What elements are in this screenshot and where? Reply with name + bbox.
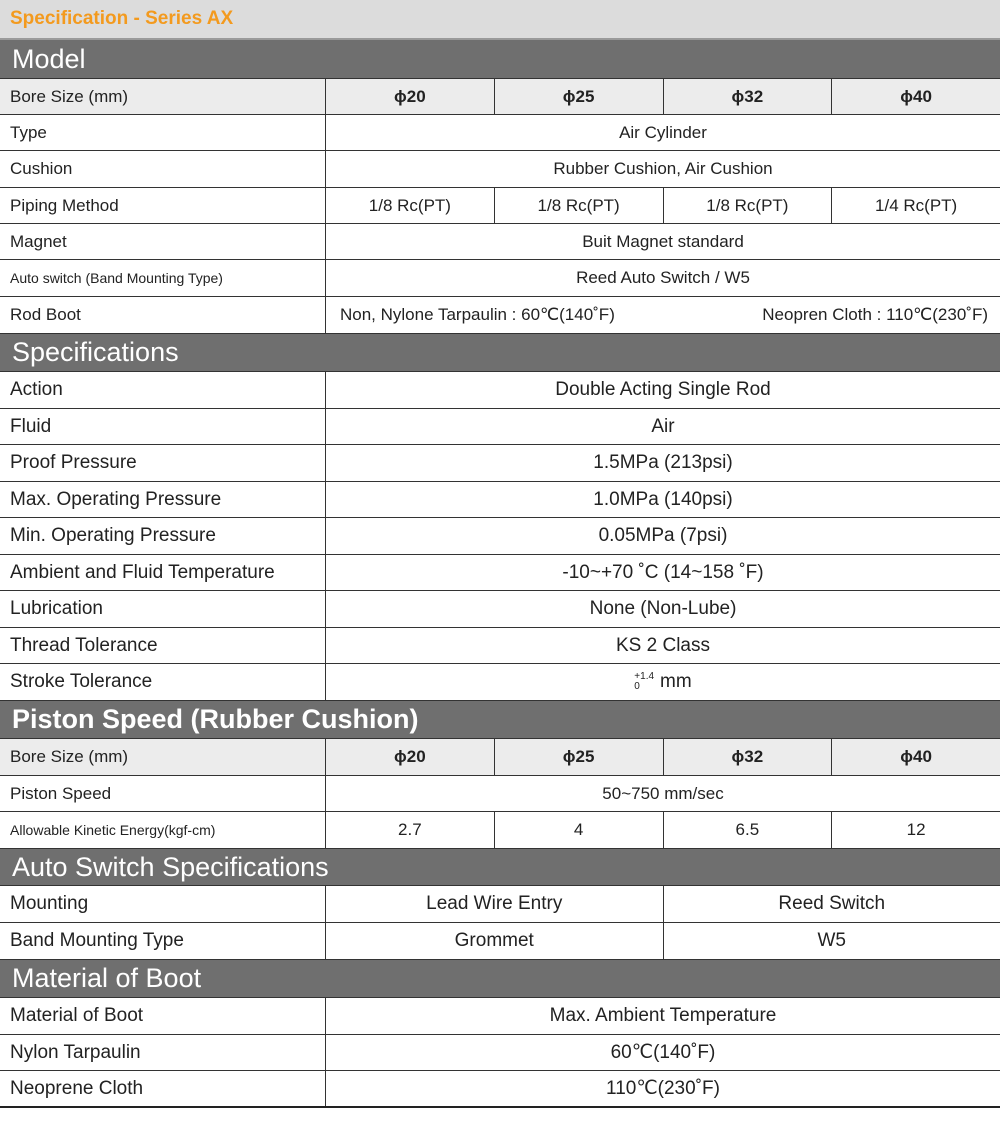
model-auto-switch-row xyxy=(0,260,1000,297)
row-value: Buit Magnet standard xyxy=(582,231,744,251)
spec-row xyxy=(0,372,1000,409)
section-piston-speed-title: Piston Speed (Rubber Cushion) xyxy=(0,701,1000,739)
spec-row xyxy=(0,518,1000,555)
row-value: Air xyxy=(651,415,675,437)
row-label: Lubrication xyxy=(0,591,326,627)
rod-boot-neoprene: Neopren Cloth : 110℃(230˚F) xyxy=(762,305,988,324)
kinetic-cell: 4 xyxy=(494,812,663,848)
spec-row xyxy=(0,628,1000,664)
bore-cell: ϕ20 xyxy=(394,86,426,106)
row-value: Grommet xyxy=(454,930,534,951)
row-value: Lead Wire Entry xyxy=(426,893,563,914)
kinetic-cell: 12 xyxy=(831,812,1000,848)
page-header xyxy=(0,0,1000,40)
row-label: Piping Method xyxy=(0,188,326,223)
bore-cell: ϕ20 xyxy=(394,747,426,766)
spec-row xyxy=(0,482,1000,518)
row-label: Band Mounting Type xyxy=(0,923,326,959)
row-value: 50~750 mm/sec xyxy=(602,783,724,803)
row-label: Thread Tolerance xyxy=(0,628,326,663)
row-value: W5 xyxy=(663,923,1000,959)
model-type-row xyxy=(0,115,1000,151)
model-magnet-row xyxy=(0,224,1000,260)
stroke-tolerance-fraction xyxy=(634,672,654,692)
row-label: Action xyxy=(0,372,326,408)
row-label: Auto switch (Band Mounting Type) xyxy=(0,260,326,296)
row-value: Double Acting Single Rod xyxy=(555,379,771,400)
piping-cell: 1/4 Rc(PT) xyxy=(831,188,1000,223)
row-label: Magnet xyxy=(0,224,326,259)
bore-cell: ϕ25 xyxy=(494,739,663,775)
bore-cell: ϕ32 xyxy=(663,739,832,775)
row-label: Neoprene Cloth xyxy=(0,1071,326,1106)
row-label: Material of Boot xyxy=(0,998,326,1034)
bore-cell: ϕ40 xyxy=(831,79,1000,114)
row-label: Stroke Tolerance xyxy=(0,664,326,700)
bore-cell: ϕ25 xyxy=(494,79,663,114)
boot-header-row xyxy=(0,998,1000,1035)
stroke-tolerance-upper: +1.4 xyxy=(634,671,655,682)
row-label: Min. Operating Pressure xyxy=(0,518,326,554)
row-label: Proof Pressure xyxy=(0,445,326,481)
kinetic-energy-row xyxy=(0,812,1000,849)
row-label: Fluid xyxy=(0,409,326,444)
model-piping-row xyxy=(0,188,1000,224)
model-bore-row xyxy=(0,79,1000,115)
row-value: 0.05MPa (7psi) xyxy=(598,525,728,546)
row-value: 1.5MPa (213psi) xyxy=(593,452,733,473)
bore-cell: ϕ40 xyxy=(831,739,1000,775)
piping-cell: 1/8 Rc(PT) xyxy=(663,188,832,223)
row-label: Bore Size (mm) xyxy=(0,79,326,114)
kinetic-cell: 2.7 xyxy=(398,820,422,839)
spec-row xyxy=(0,409,1000,445)
bore-cell: ϕ32 xyxy=(663,79,832,114)
row-label: Max. Operating Pressure xyxy=(0,482,326,517)
row-value: Rubber Cushion, Air Cushion xyxy=(553,159,773,178)
section-specifications-title: Specifications xyxy=(0,334,1000,372)
row-label: Mounting xyxy=(0,886,326,922)
spec-row xyxy=(0,555,1000,591)
stroke-tolerance-lower: 0 xyxy=(634,681,640,692)
auto-switch-mounting-row xyxy=(0,886,1000,923)
spec-row-stroke-tolerance xyxy=(0,664,1000,701)
kinetic-cell: 6.5 xyxy=(663,812,832,848)
section-auto-switch-title: Auto Switch Specifications xyxy=(0,849,1000,886)
row-label: Type xyxy=(0,115,326,150)
section-model-title: Model xyxy=(0,40,1000,79)
row-value: 1.0MPa (140psi) xyxy=(593,488,733,510)
row-value: 60℃(140˚F) xyxy=(610,1042,716,1063)
row-value: KS 2 Class xyxy=(616,634,710,656)
auto-switch-band-row xyxy=(0,923,1000,960)
row-value: None (Non-Lube) xyxy=(589,598,737,619)
model-rod-boot-row xyxy=(0,297,1000,334)
page-title: Specification - Series AX xyxy=(10,8,234,29)
section-material-of-boot-title: Material of Boot xyxy=(0,960,1000,998)
row-value: Max. Ambient Temperature xyxy=(549,1005,777,1026)
row-value: 110℃(230˚F) xyxy=(606,1078,720,1099)
piping-cell: 1/8 Rc(PT) xyxy=(494,188,663,223)
boot-nylon-row xyxy=(0,1035,1000,1071)
piping-cell: 1/8 Rc(PT) xyxy=(368,195,451,215)
spec-row xyxy=(0,591,1000,628)
row-label: Rod Boot xyxy=(0,297,326,333)
row-value: Reed Switch xyxy=(663,886,1000,922)
row-label: Ambient and Fluid Temperature xyxy=(0,555,326,590)
rod-boot-nylon: Non, Nylone Tarpaulin : 60℃(140˚F) xyxy=(340,305,615,324)
row-label: Nylon Tarpaulin xyxy=(0,1035,326,1070)
row-value: -10~+70 ˚C (14~158 ˚F) xyxy=(562,561,764,583)
row-value: Reed Auto Switch / W5 xyxy=(576,268,750,287)
model-cushion-row xyxy=(0,151,1000,188)
piston-speed-row xyxy=(0,776,1000,812)
boot-neoprene-row xyxy=(0,1071,1000,1108)
speed-bore-row xyxy=(0,739,1000,776)
stroke-tolerance-unit: mm xyxy=(660,671,692,692)
row-label: Piston Speed xyxy=(0,776,326,811)
spec-row xyxy=(0,445,1000,482)
row-label: Cushion xyxy=(0,151,326,187)
row-label: Allowable Kinetic Energy(kgf-cm) xyxy=(0,812,326,848)
row-value: Air Cylinder xyxy=(619,122,707,142)
row-label: Bore Size (mm) xyxy=(0,739,326,775)
